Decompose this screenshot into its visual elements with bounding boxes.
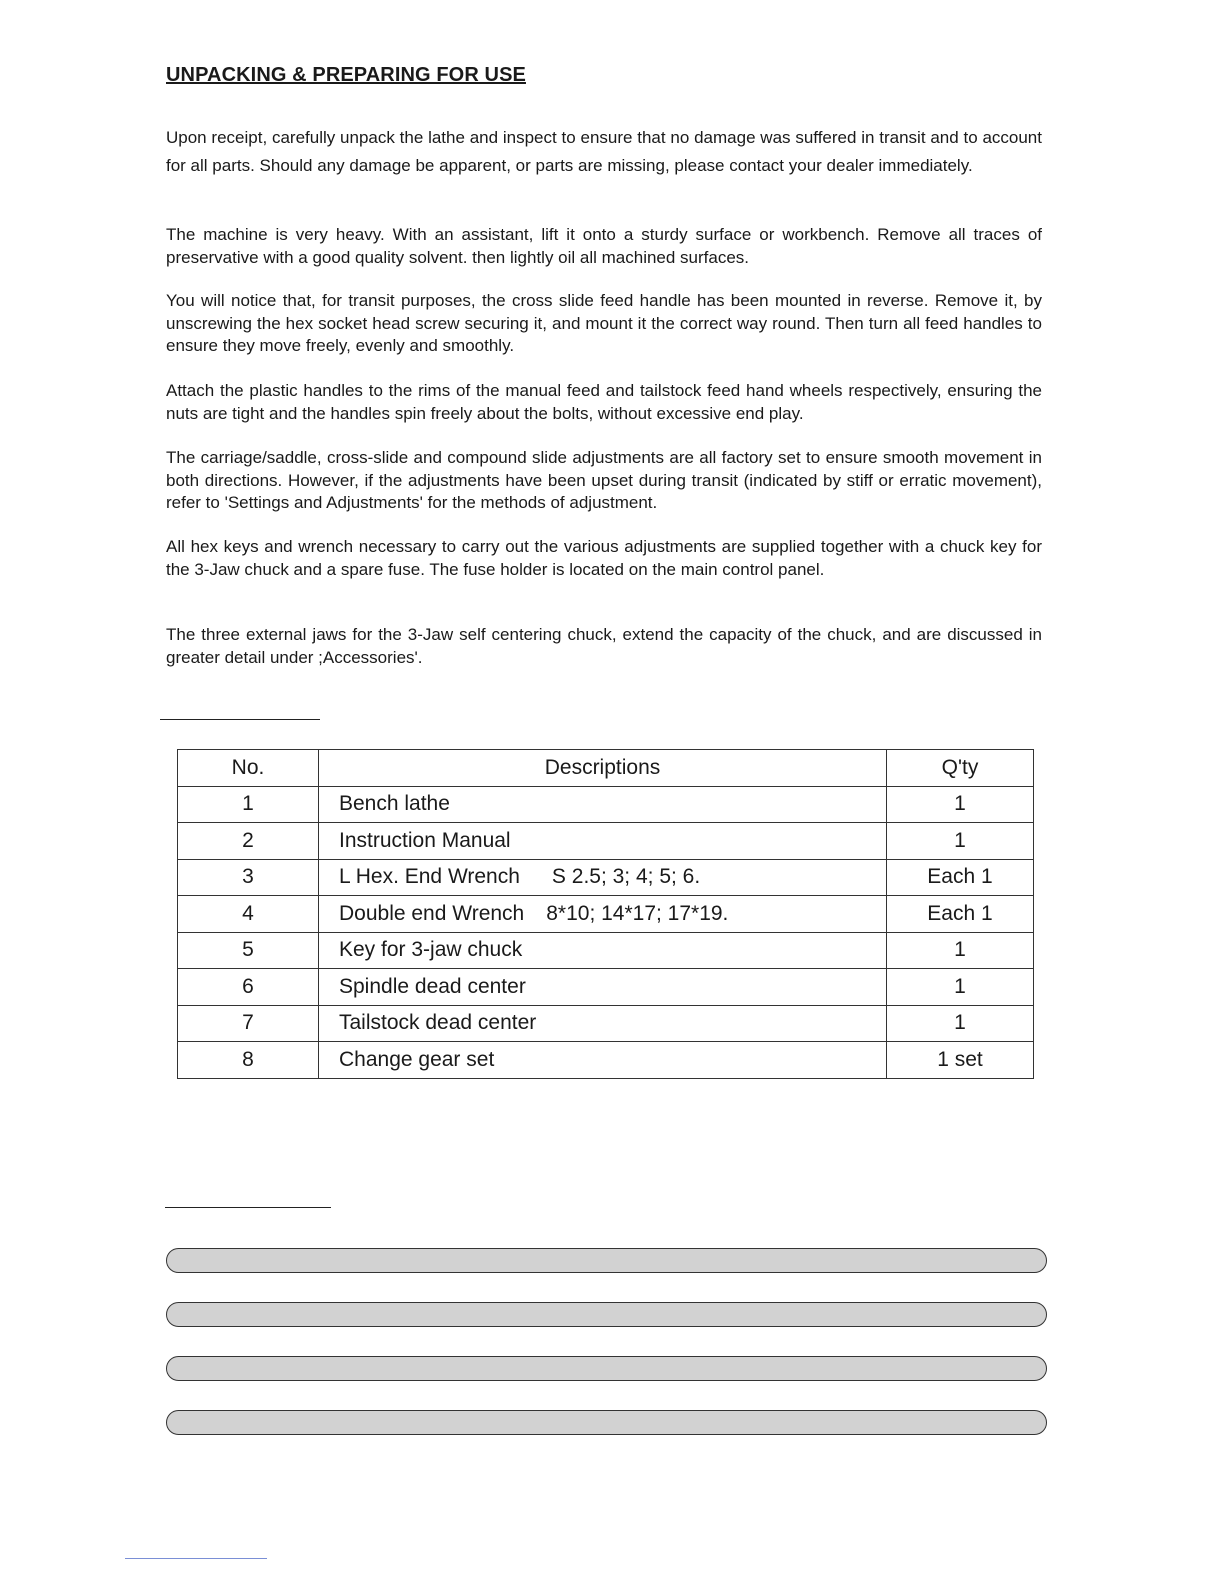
table-row <box>178 786 1034 823</box>
row-description <box>319 859 887 896</box>
table-row <box>178 1005 1034 1042</box>
row-qty: 1 <box>887 969 1034 1006</box>
header-descriptions: Descriptions <box>319 750 887 787</box>
table-row <box>178 823 1034 860</box>
row-description-text: Bench lathe <box>339 792 450 816</box>
grey-banner <box>166 1410 1047 1435</box>
row-description-text: Double end Wrench <box>339 901 525 925</box>
row-qty: 1 <box>887 932 1034 969</box>
row-description <box>319 1042 887 1079</box>
row-description-text: Tailstock dead center <box>339 1011 537 1035</box>
row-qty: 1 set <box>887 1042 1034 1079</box>
row-qty: Each 1 <box>887 896 1034 933</box>
paragraph-heavy-machine: The machine is very heavy. With an assistant, lift it onto a sturdy surface or workbench. Remove all traces of preservative with a good quality solvent. then lightly oil all machined surfaces. <box>166 225 1042 267</box>
page-heading: UNPACKING & PREPARING FOR USE <box>166 64 526 86</box>
row-description <box>319 823 887 860</box>
table-row <box>178 932 1034 969</box>
row-description-text: Key for 3-jaw chuck <box>339 938 523 962</box>
row-no: 1 <box>178 786 319 823</box>
row-description <box>319 932 887 969</box>
table-header-row <box>178 750 1034 787</box>
header-no: No. <box>178 750 319 787</box>
row-no: 3 <box>178 859 319 896</box>
row-qty: 1 <box>887 786 1034 823</box>
row-no: 7 <box>178 1005 319 1042</box>
row-description <box>319 1005 887 1042</box>
row-description-text: Instruction Manual <box>339 828 511 852</box>
row-description <box>319 896 887 933</box>
table-row <box>178 859 1034 896</box>
row-description-text: Spindle dead center <box>339 974 526 998</box>
row-no: 5 <box>178 932 319 969</box>
row-no: 4 <box>178 896 319 933</box>
row-description <box>319 969 887 1006</box>
row-description-spec: S 2.5; 3; 4; 5; 6. <box>551 865 701 889</box>
row-description-spec: 8*10; 14*17; 17*19. <box>546 901 729 925</box>
footer-line <box>125 1558 267 1559</box>
table-row <box>178 896 1034 933</box>
paragraph-plastic-handles: Attach the plastic handles to the rims of the manual feed and tailstock feed hand wheels respectively, ensuring the nuts are tight and the handles spin freely about the bolts, without excessive end play. <box>166 381 1042 423</box>
row-qty: 1 <box>887 823 1034 860</box>
row-description-text: Change gear set <box>339 1047 495 1071</box>
parts-table <box>177 749 1034 1079</box>
table-row <box>178 969 1034 1006</box>
divider-line <box>165 1207 331 1208</box>
paragraph-feed-handle: You will notice that, for transit purposes, the cross slide feed handle has been mounted in reverse. Remove it, by unscrewing the hex socket head screw securing it, and mount it the correct way round. Then turn all feed handles to ensure they move freely, evenly and smoothly. <box>166 291 1042 355</box>
divider-line <box>160 719 320 720</box>
paragraph-unpack: Upon receipt, carefully unpack the lathe and inspect to ensure that no damage was suffered in transit and to account for all parts. Should any damage be apparent, or parts are missing, please contact your dealer immediately. <box>166 128 1042 175</box>
grey-banner <box>166 1356 1047 1381</box>
paragraph-external-jaws: The three external jaws for the 3-Jaw self centering chuck, extend the capacity of the chuck, and are discussed in greater detail under ;Accessories'. <box>166 625 1042 667</box>
header-qty: Q'ty <box>887 750 1034 787</box>
row-description <box>319 786 887 823</box>
row-no: 8 <box>178 1042 319 1079</box>
paragraph-hex-keys: All hex keys and wrench necessary to carry out the various adjustments are supplied together with a chuck key for the 3-Jaw chuck and a spare fuse. The fuse holder is located on the main control panel. <box>166 537 1042 579</box>
row-qty: Each 1 <box>887 859 1034 896</box>
row-no: 2 <box>178 823 319 860</box>
paragraph-slide-adjustments: The carriage/saddle, cross-slide and compound slide adjustments are all factory set to ensure smooth movement in both directions. However, if the adjustments have been upset during transit (indicated by stiff or erratic movement), refer to 'Settings and Adjustments' for the methods of adjustment. <box>166 448 1042 512</box>
row-qty: 1 <box>887 1005 1034 1042</box>
row-no: 6 <box>178 969 319 1006</box>
row-description-text: L Hex. End Wrench <box>339 865 520 889</box>
grey-banner <box>166 1302 1047 1327</box>
table-row <box>178 1042 1034 1079</box>
grey-banner <box>166 1248 1047 1273</box>
